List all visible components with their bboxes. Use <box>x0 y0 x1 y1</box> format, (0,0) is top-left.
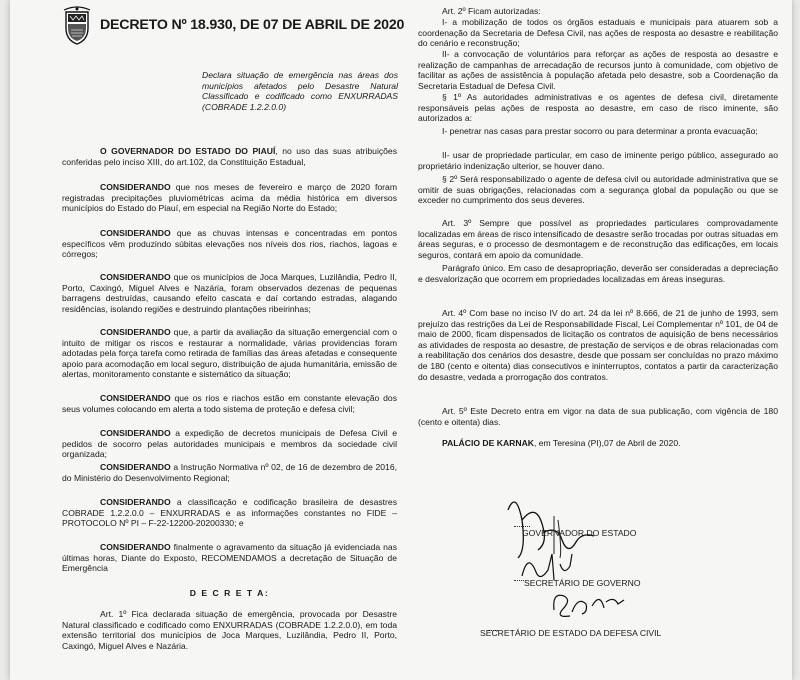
state-coat-of-arms-icon <box>62 6 92 46</box>
decree-title: DECRETO Nº 18.930, DE 07 DE ABRIL DE 2020 <box>100 17 405 33</box>
signing-date: , em Teresina (PI),07 de Abril de 2020. <box>533 438 681 448</box>
considerando-9: CONSIDERANDO finalmente o agravamento da situação já evidenciada nas últimas horas, Diante do Exposto, RECOMENDAMOS a decretação de Situação de Emergência <box>62 542 397 574</box>
article-5: Art. 5º Este Decreto entra em vigor na data de sua publicação, com vigência de 180 (cento e oitenta) dias. <box>418 406 778 427</box>
signature-line <box>514 580 524 581</box>
signing-place: PALÁCIO DE KARNAK <box>442 438 534 448</box>
governor-title: GOVERNADOR DO ESTADO <box>522 528 637 538</box>
considerando-1: CONSIDERANDO que nos meses de fevereiro e março de 2020 foram registradas precipitações pluviométricas acima da média histórica em diversos municípios do Estado do Piauí, em especial na Região Norte do Estado; <box>62 182 397 214</box>
decreta-heading: D E C R E T A: <box>189 588 270 598</box>
considerando-3: CONSIDERANDO que os municípios de Joca Marques, Luzilândia, Pedro II, Porto, Caxingó, Miguel Alves e Nazária, foram observados dezenas de pequenas barragens destruídas, causando efeito cascata e daí cortando estradas, alagando residências, isolando regiões e destruindo plantações ribeirinhas; <box>62 272 397 314</box>
considerando-7: CONSIDERANDO a Instrução Normativa nº 02, de 16 de dezembro de 2016, do Ministério do Desenvolvimento Regional; <box>62 462 397 483</box>
decree-page <box>10 0 792 680</box>
article-3-sole-paragraph: Parágrafo único. Em caso de desapropriação, deverão ser consideradas a depreciação e desvalorização que ocorrem em propriedades localizadas em áreas inseguras. <box>418 263 778 284</box>
signing-place-date <box>442 438 778 449</box>
article-1: Art. 1º Fica declarada situação de emergência, provocada por Desastre Natural classificado e codificado como ENXURRADAS (COBRADE 1.2.2.0.0), em toda extensão territorial dos municípios de Joca Marques, Luzilândia, Pedro II, Porto, Caxingó, Miguel Alves e Nazária. <box>62 609 397 651</box>
considerando-5: CONSIDERANDO que os rios e riachos estão em constante elevação dos seus volumes colocando em alerta a todo sistema de proteção e defesa civil; <box>62 393 397 414</box>
article-2-paragraph-1-item-i: I- penetrar nas casas para prestar socorro ou para determinar a pronta evacuação; <box>442 126 758 136</box>
signatures <box>418 480 778 680</box>
secretary-civil-defense-title: SECRETÁRIO DE ESTADO DA DEFESA CIVIL <box>480 628 662 638</box>
preamble-lead: O GOVERNADOR DO ESTADO DO PIAUÍ <box>100 146 276 156</box>
secretary-government-title: SECRETÁRIO DE GOVERNO <box>524 578 641 588</box>
secretary-civil-defense-signature <box>548 582 638 626</box>
preamble <box>62 146 397 167</box>
article-2-paragraph-1-item-ii: II- usar de propriedade particular, em caso de iminente perigo público, assegurado ao proprietário indenização ulterior, se houver dano. <box>418 150 778 171</box>
considerando-4: CONSIDERANDO que, a partir da avaliação da situação emergencial com o intuito de mitigar os riscos e restaurar a normalidade, várias providencias foram adotadas pela força tarefa como retirada de famílias das áreas afetadas e consequente apoio para acomodação em local seguro, distribuição de ajuda humanitária, emissão de alertas, monitoramento constante e sistemático da situação; <box>62 327 397 380</box>
article-3: Art. 3º Sempre que possível as propriedades particulares comprovadamente localizadas em áreas de risco intensificado de desastre serão trocadas por outras situadas em áreas seguras, e o processo de desmontagem e de reconstrução das edificações, em locais seguros, contará em apoio da comunidade. <box>418 218 778 260</box>
considerando-2: CONSIDERANDO que as chuvas intensas e concentradas em pontos específicos vêm produzindo súbitas elevações nos níveis dos rios, riachos, lagoas e córregos; <box>62 228 397 260</box>
article-4: Art. 4º Com base no inciso IV do art. 24 da lei nº 8.666, de 21 de junho de 1993, sem prejuízo das restrições da Lei de Responsabilidade Fiscal, Lei Complementar nº 101, de 04 de maio de 2000, ficam dispensados de licitação os contratos de aquisição de bens necessários as atividades de resposta ao desastre, de prestação de serviços e de obras relacionadas com a reabilitação dos cenários dos desastre, desde que possam ser concluídas no prazo máximo de 180 (cento e oitenta) dias consecutivos e ininterruptos, contatos a partir da caracterização do desastre, vedada a prorrogação dos contratos. <box>418 308 778 382</box>
article-2-head: Art. 2º Ficam autorizadas: <box>442 6 541 16</box>
article-2-paragraph-2: § 2º Será responsabilizado o agente de defesa civil ou autoridade administrativa que se omitir de suas obrigações, relacionadas com a segurança global da população ou que se exceder no cumprimento dos seus deveres. <box>418 174 778 206</box>
considerando-8: CONSIDERANDO a classificação e codificação brasileira de desastres COBRADE 1.2.2.0.0 – ENXURRADAS e as informações constantes no FIDE – PROTOCOLO Nº PI – F-22-12200-20200330; e <box>62 497 397 529</box>
preamble-text: , no uso das suas atribuições conferidas pelo inciso XIII, do art.102, da Constituição Estadual, <box>62 146 398 167</box>
article-2-item-i: I- a mobilização de todos os órgãos estaduais e municipais para atuarem sob a coordenação da Secretaria de Defesa Civil, nas ações de resposta ao desastre e reabilitação do cenário e reconstrução; <box>418 17 778 49</box>
article-2-item-ii: II- a convocação de voluntários para reforçar as ações de resposta ao desastre e realização de campanhas de arrecadação de recursos junto à comunidade, com objetivo de facilitar as ações de assistência à população afetada pelo desastre, sob a Coordenação da Secretaria Estadual de Defesa Civil. <box>418 49 778 91</box>
signature-line <box>514 526 530 527</box>
decree-header <box>62 6 405 50</box>
decree-summary: Declara situação de emergência nas áreas dos municípios afetados pelo Desastre Natural Classificado e codificado como ENXURRADAS (COBRADE 1.2.2.0.0) <box>202 70 398 112</box>
considerando-6: CONSIDERANDO a expedição de decretos municipais de Defesa Civil e pedidos de socorro pelas autoridades municipais e membros da sociedade civil organizada; <box>62 428 397 460</box>
article-2-paragraph-1: § 1º As autoridades administrativas e os agentes de defesa civil, diretamente responsáveis pelas ações de resposta ao desastre, em caso de risco iminente, são autorizados a: <box>418 92 778 124</box>
